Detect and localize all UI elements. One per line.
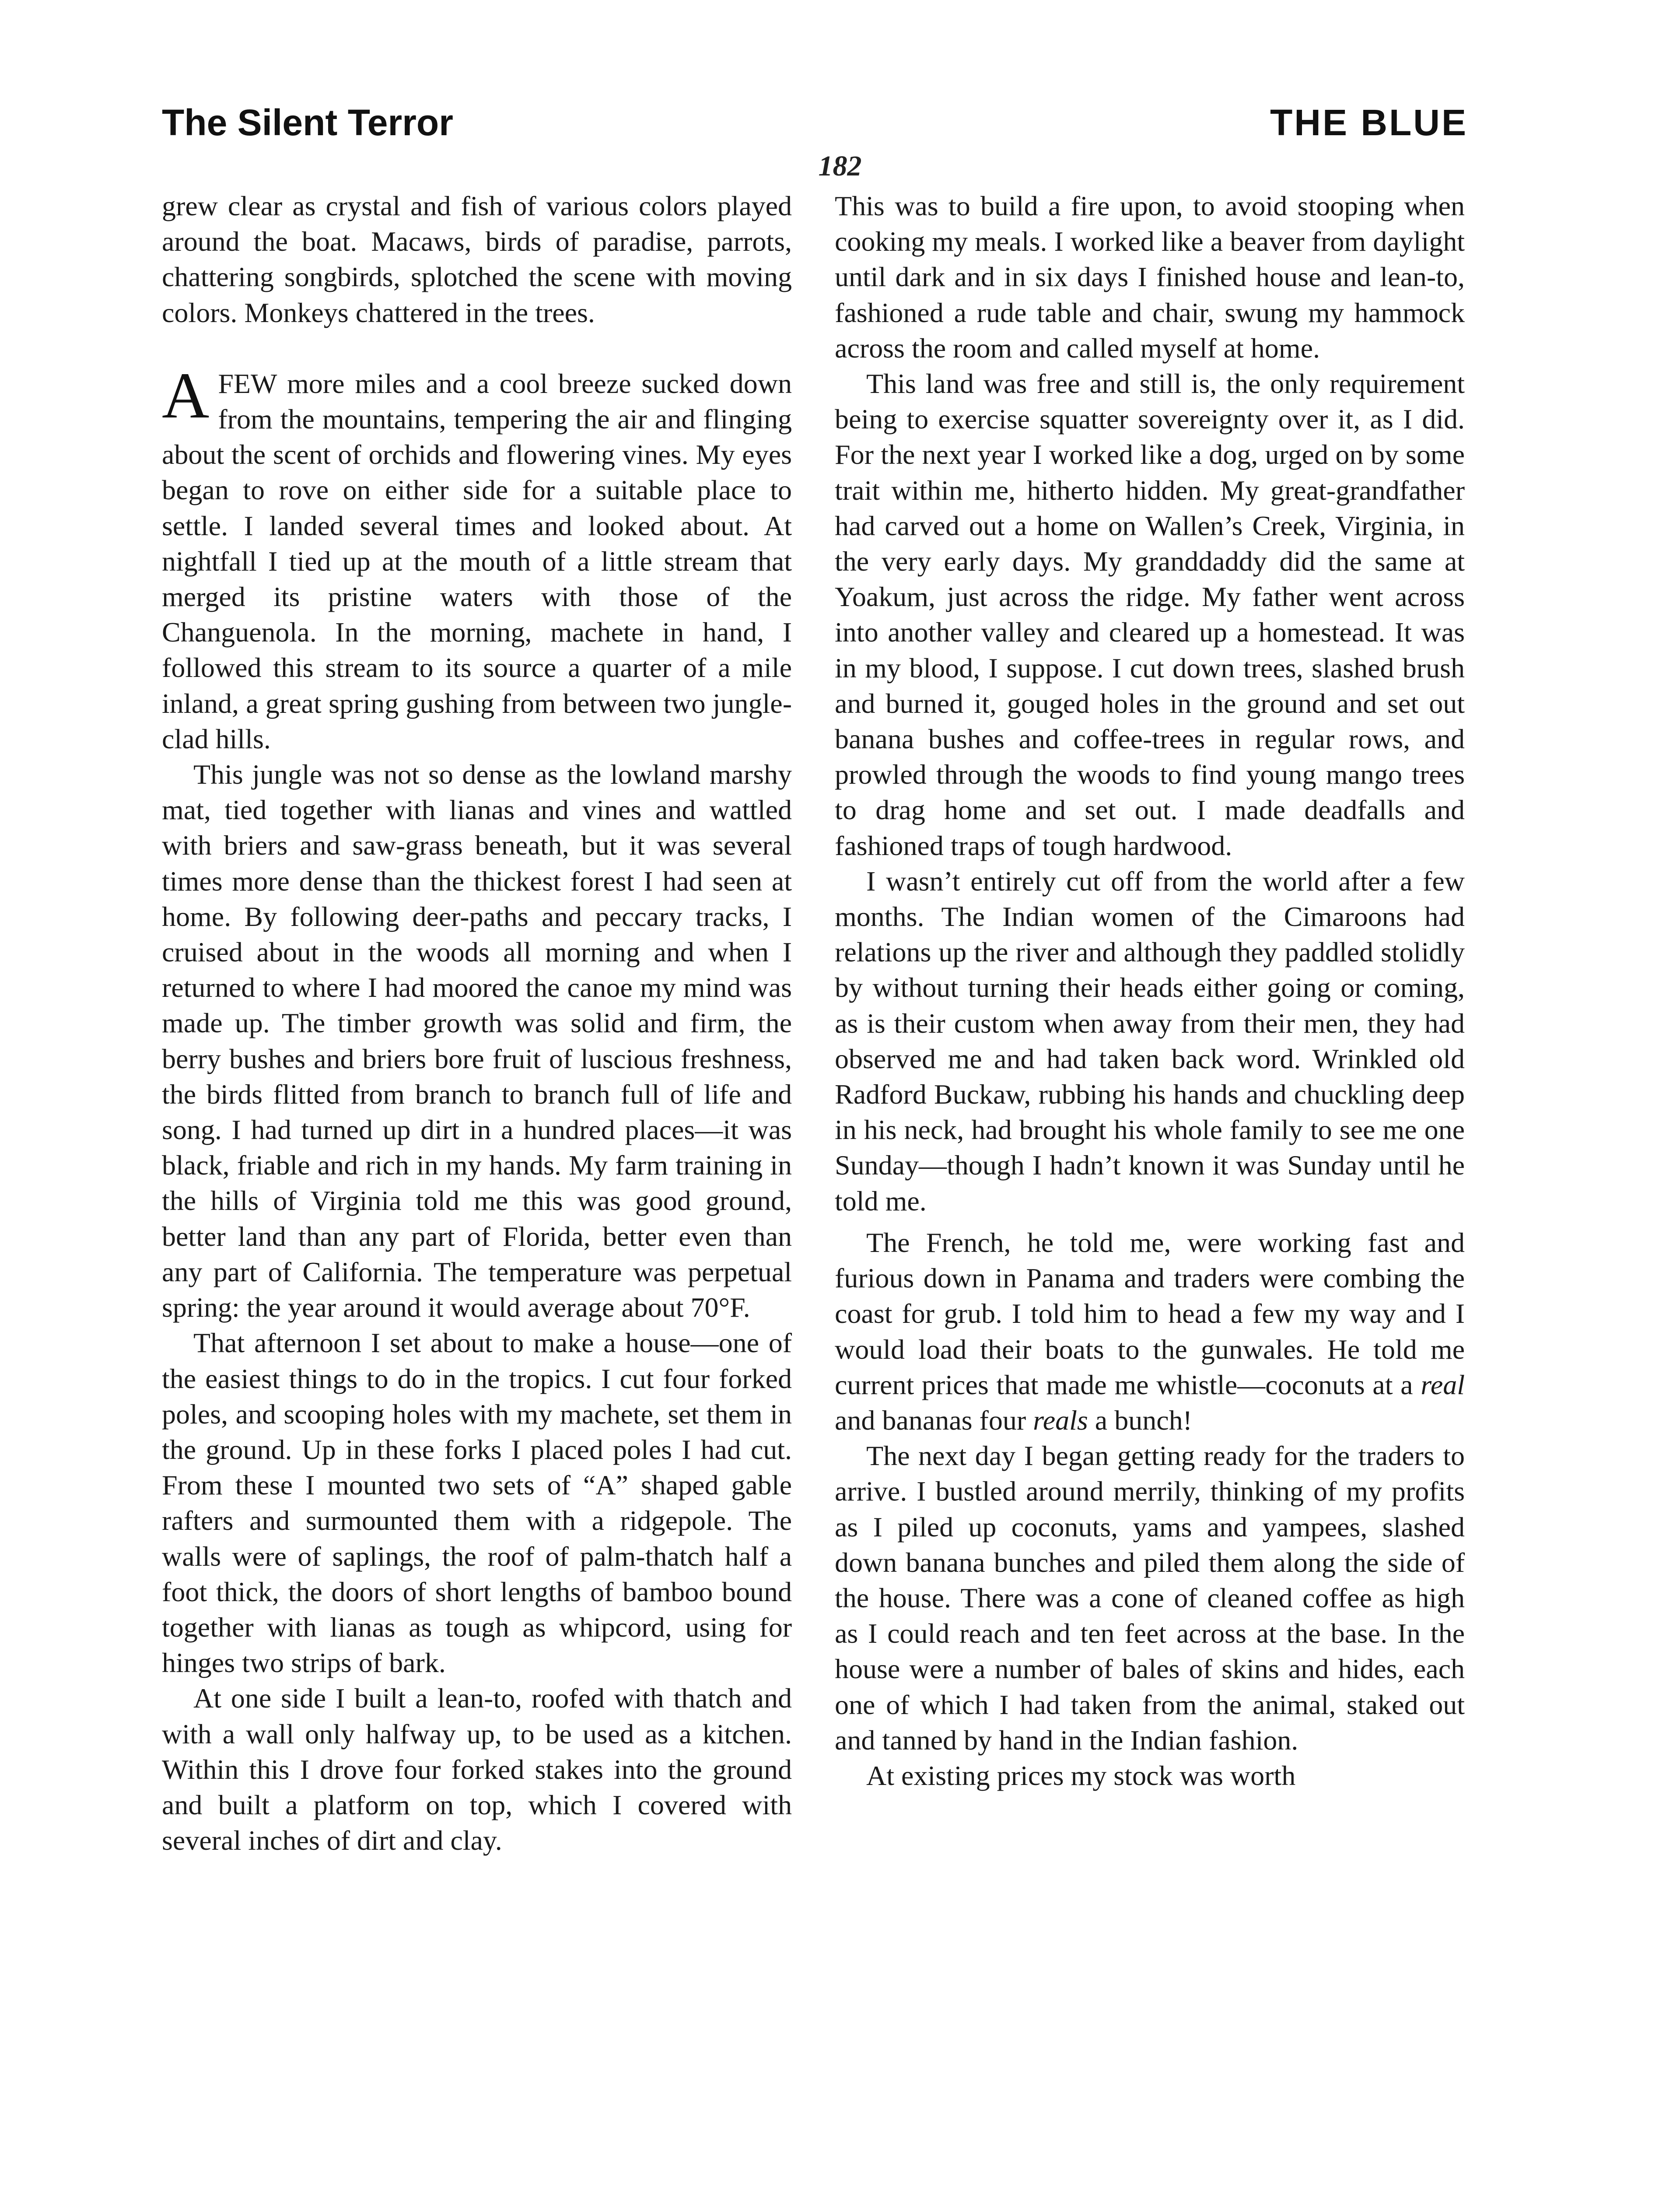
paragraph-text: The French, he told me, were working fast and furious down in Panama and traders were combing the coast for grub. I told him to head a few my way and I would load their boats to the gunwales. He told me current prices that made me whistle—coconuts at a (835, 1227, 1465, 1400)
page-number: 182 (818, 150, 862, 182)
running-head-magazine: THE BLUE (1270, 102, 1468, 143)
italic-word: reals (1033, 1404, 1088, 1436)
italic-word: real (1421, 1369, 1465, 1400)
running-head-title: The Silent Terror (162, 102, 453, 143)
left-column (162, 188, 792, 1858)
paragraph-text: and bananas four (835, 1404, 1033, 1436)
paragraph (835, 1225, 1465, 1438)
paragraph-text: FEW more miles and a cool breeze sucked down from the mountains, tempering the air and flinging about the scent of orchids and flowering vines. My eyes began to rove on either side for a suitable place to settle. I landed several times and looked about. At nightfall I tied up at the mouth of a little stream that merged its pristine waters with those of the Changuenola. In the morning, machete in hand, I followed this stream to its source a quarter of a mile inland, a great spring gushing from between two jungle-clad hills. (162, 368, 792, 754)
paragraph: This was to build a fire upon, to avoid stooping when cooking my meals. I worked like a beaver from daylight until dark and in six days I finished house and lean-to, fashioned a rude table and chair, swung my hammock across the room and called myself at home. (835, 190, 1465, 364)
paragraph: This jungle was not so dense as the lowland marshy mat, tied together with lianas and vines and wattled with briers and saw-grass beneath, but it was several times more dense than the thickest forest I had seen at home. By following deer-paths and peccary tracks, I cruised about in the woods all morning and when I returned to where I had moored the canoe my mind was made up. The timber growth was solid and firm, the berry bushes and briers bore fruit of luscious freshness, the birds flitted from branch to branch full of life and song. I had turned up dirt in a hundred places—it was black, friable and rich in my hands. My farm training in the hills of Virginia told me this was good ground, better land than any part of Florida, better even than any part of California. The temperature was perpetual spring: the year around it would average about 70°F. (162, 759, 792, 1323)
right-column (835, 188, 1465, 1793)
drop-cap: A (162, 359, 210, 432)
paragraph: At one side I built a lean-to, roofed with thatch and with a wall only halfway up, to be used as a kitchen. Within this I drove four forked stakes into the ground and built a platform on top, which I covered with several inches of dirt and clay. (162, 1683, 792, 1856)
paragraph: This land was free and still is, the only requirement being to exercise squatter sovereignty over it, as I did. For the next year I worked like a dog, urged on by some trait within me, hitherto hidden. My great-grandfather had carved out a home on Wallen’s Creek, Virginia, in the very early days. My granddaddy did the same at Yoakum, just across the ridge. My father went across into another valley and cleared up a homestead. It was in my blood, I suppose. I cut down trees, slashed brush and burned it, gouged holes in the ground and set out banana bushes and coffee-trees in regular rows, and prowled through the woods to find young mango trees to drag home and set out. I made deadfalls and fashioned traps of tough hardwood. (835, 368, 1465, 861)
section-opening-paragraph (162, 359, 792, 757)
paragraph: I wasn’t entirely cut off from the world after a few months. The Indian women of the Cimaroons had relations up the river and although they paddled stolidly by without turning their heads either going or coming, as is their custom when away from their men, they had observed me and had taken back word. Wrinkled old Radford Buckaw, rubbing his hands and chuckling deep in his neck, had brought his whole family to see me one Sunday—though I hadn’t known it was Sunday until he told me. (835, 865, 1465, 1217)
paragraph: At existing prices my stock was worth (866, 1760, 1296, 1791)
paragraph-text: a bunch! (1088, 1404, 1192, 1436)
paragraph: That afternoon I set about to make a house—one of the easiest things to do in the tropics. I cut four forked poles, and scooping holes with my machete, set them in the ground. Up in these forks I placed poles I had cut. From these I mounted two sets of “A” shaped gable rafters and surmounted them with a ridgepole. The walls were of saplings, the roof of palm-thatch half a foot thick, the doors of short lengths of bamboo bound together with lianas as tough as whipcord, using for hinges two strips of bark. (162, 1327, 792, 1679)
paragraph: The next day I began getting ready for the traders to arrive. I bustled around merrily, thinking of my profits as I piled up coconuts, yams and yampees, slashed down banana bunches and piled them along the side of the house. There was a cone of cleaned coffee as high as I could reach and ten feet across at the base. In the house were a number of bales of skins and hides, each one of which I had taken from the animal, staked out and tanned by hand in the Indian fashion. (835, 1440, 1465, 1756)
paragraph: grew clear as crystal and fish of various colors played around the boat. Macaws, birds of paradise, parrots, chattering songbirds, splotched the scene with moving colors. Monkeys chattered in the trees. (162, 190, 792, 328)
